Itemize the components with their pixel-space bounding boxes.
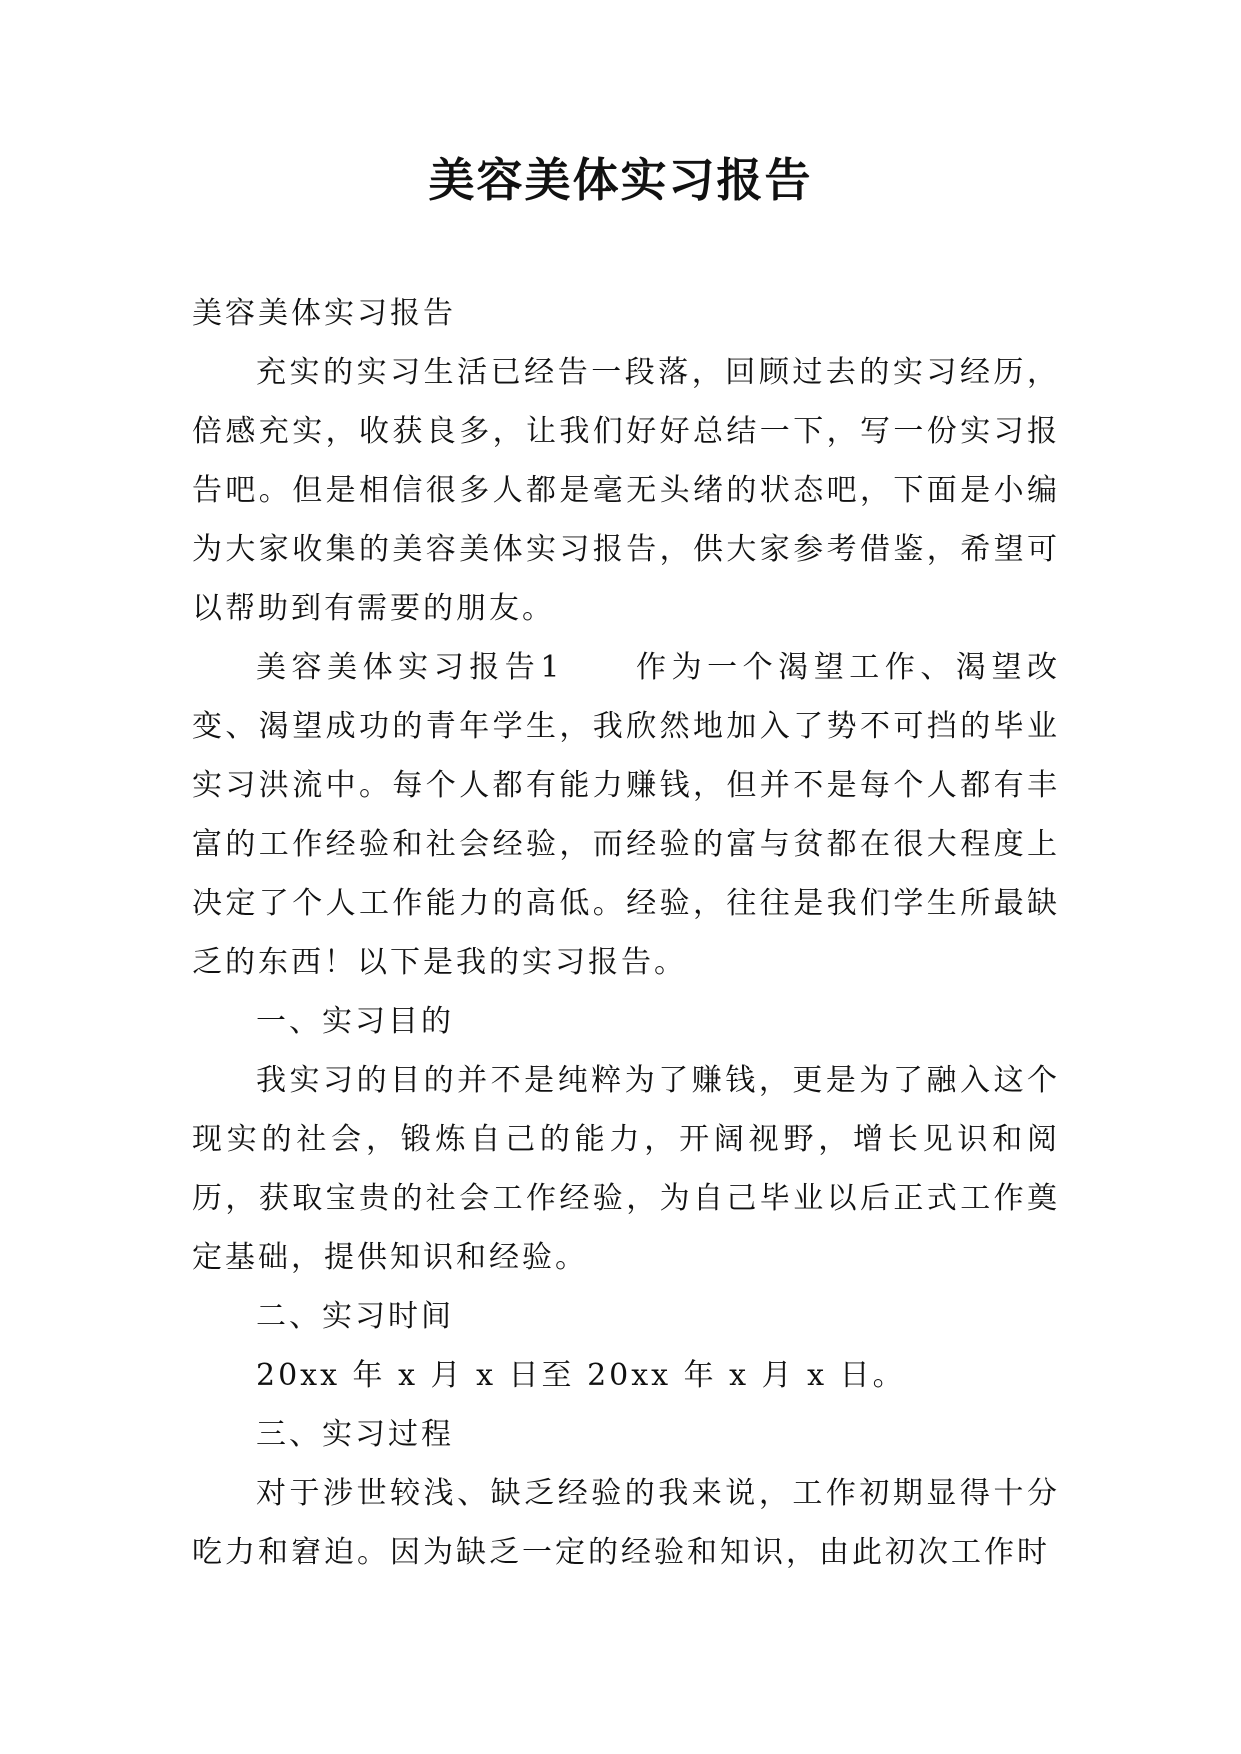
document-title: 美容美体实习报告 (428, 153, 813, 207)
section-1-heading: 一、实习目的 (256, 1004, 454, 1039)
section-2-heading: 二、实习时间 (256, 1299, 454, 1334)
section-3-heading: 三、实习过程 (256, 1417, 454, 1452)
document-body (192, 284, 1060, 1582)
report-1-paragraph: 美容美体实习报告1 作为一个渴望工作、渴望改变、渴望成功的青年学生，我欣然地加入了势不可挡的毕业实习洪流中。每个人都有能力赚钱，但并不是每个人都有丰富的工作经验和社会经验，而经验的富与贫都在很大程度上决定了个人工作能力的高低。经验，往往是我们学生所最缺乏的东西！以下是我的实习报告。 (192, 650, 1060, 980)
document-subtitle: 美容美体实习报告 (192, 296, 456, 331)
intro-paragraph: 充实的实习生活已经告一段落，回顾过去的实习经历，倍感充实，收获良多，让我们好好总结一下，写一份实习报告吧。但是相信很多人都是毫无头绪的状态吧，下面是小编为大家收集的美容美体实习报告，供大家参考借鉴，希望可以帮助到有需要的朋友。 (192, 355, 1060, 626)
section-1-paragraph: 我实习的目的并不是纯粹为了赚钱，更是为了融入这个现实的社会，锻炼自己的能力，开阔视野，增长见识和阅历，获取宝贵的社会工作经验，为自己毕业以后正式工作奠定基础，提供知识和经验。 (192, 1063, 1060, 1275)
section-2-paragraph: 20xx 年 x 月 x 日至 20xx 年 x 月 x 日。 (256, 1358, 906, 1393)
section-3-paragraph: 对于涉世较浅、缺乏经验的我来说，工作初期显得十分吃力和窘迫。因为缺乏一定的经验和知识，由此初次工作时 (192, 1476, 1060, 1570)
